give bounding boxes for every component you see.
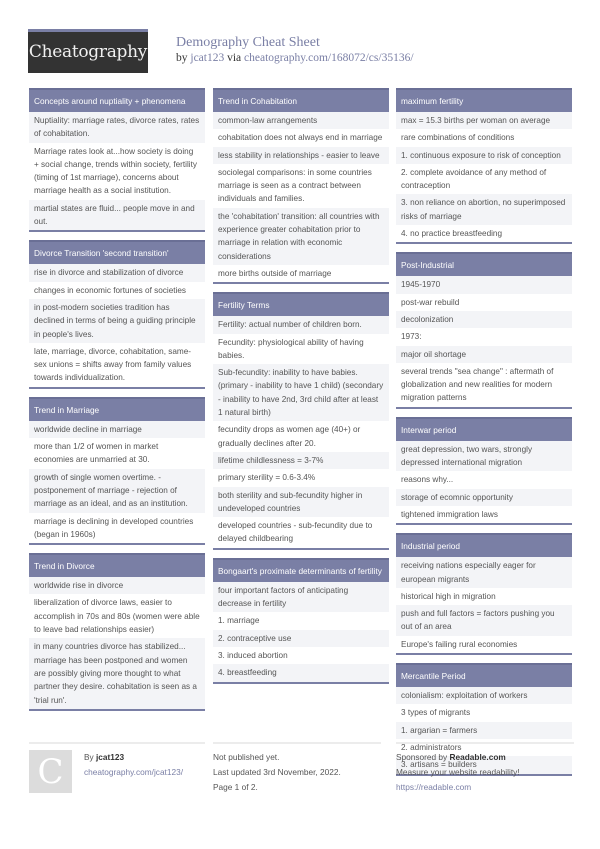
cheat-section bbox=[213, 558, 389, 684]
page-title: Demography Cheat Sheet bbox=[176, 35, 320, 50]
section-row: receiving nations especially eager for european migrants bbox=[396, 557, 572, 588]
cheat-section bbox=[213, 88, 389, 284]
section-title: Concepts around nuptiality + phenomena bbox=[29, 88, 205, 112]
section-row: more births outside of marriage bbox=[213, 265, 389, 282]
section-row: Europe's failing rural economies bbox=[396, 636, 572, 653]
section-title: Industrial period bbox=[396, 533, 572, 557]
avatar: C bbox=[29, 750, 72, 793]
section-row: 2. contraceptive use bbox=[213, 630, 389, 647]
cheat-section bbox=[213, 292, 389, 549]
section-row: late, marriage, divorce, cohabitation, same-sex unions = shifts away from family values towards individualization. bbox=[29, 343, 205, 387]
sheet-url-link[interactable]: cheatography.com/168072/cs/35136/ bbox=[244, 52, 414, 64]
section-title: Interwar period bbox=[396, 417, 572, 441]
cheat-section bbox=[29, 553, 205, 711]
title-block bbox=[176, 35, 414, 65]
section-row: Nuptiality: marriage rates, divorce rates, rates of cohabitation. bbox=[29, 112, 205, 143]
section-row: liberalization of divorce laws, easier to accomplish in 70s and 80s (women were able to leave bad relationships easier) bbox=[29, 594, 205, 638]
section-row: max = 15.3 births per woman on average bbox=[396, 112, 572, 129]
section-row: Fecundity: physiological ability of having babies. bbox=[213, 334, 389, 365]
cheat-section bbox=[396, 252, 572, 408]
section-title: Trend in Cohabitation bbox=[213, 88, 389, 112]
footer-author bbox=[29, 742, 205, 792]
section-row: 4. no practice breastfeeding bbox=[396, 225, 572, 242]
section-row: more than 1/2 of women in market economies are unmarried at 30. bbox=[29, 438, 205, 469]
section-title: Trend in Divorce bbox=[29, 553, 205, 577]
section-title: Bongaart's proximate determinants of fertility bbox=[213, 558, 389, 582]
byline bbox=[176, 51, 414, 65]
sponsor-name: Readable.com bbox=[449, 752, 506, 762]
section-row: Marriage rates look at...how society is doing + social change, trends within society, fertility (timing of 1st marriage), concerns about marriage health as a social institution. bbox=[29, 143, 205, 200]
footer-author-name: jcat123 bbox=[96, 752, 125, 762]
section-title: Trend in Marriage bbox=[29, 397, 205, 421]
section-row: 1. continuous exposure to risk of conception bbox=[396, 147, 572, 164]
cheat-section bbox=[29, 397, 205, 545]
logo-text: Cheatography bbox=[28, 42, 148, 62]
section-title: Mercantile Period bbox=[396, 663, 572, 687]
section-row: less stability in relationships - easier to leave bbox=[213, 147, 389, 164]
footer-status bbox=[213, 742, 381, 795]
section-row: growth of single women overtime. - postponement of marriage - rejection of marriage as an ideal, and as an institution. bbox=[29, 469, 205, 513]
column-2 bbox=[213, 88, 389, 692]
section-row: 3. artisans = builders bbox=[396, 756, 572, 773]
section-row: changes in economic fortunes of societies bbox=[29, 282, 205, 299]
section-row: 3 types of migrants bbox=[396, 704, 572, 721]
section-title: Post-Industrial bbox=[396, 252, 572, 276]
footer-sponsor bbox=[396, 742, 574, 795]
section-row: storage of ecomnic opportunity bbox=[396, 489, 572, 506]
section-title: Fertility Terms bbox=[213, 292, 389, 316]
section-title: maximum fertility bbox=[396, 88, 572, 112]
section-row: in post-modern societies tradition has declined in terms of being a guiding principle in people's lives. bbox=[29, 299, 205, 343]
author-profile-link[interactable]: cheatography.com/jcat123/ bbox=[84, 767, 184, 777]
cheatography-logo[interactable] bbox=[28, 29, 148, 73]
section-row: marriage is declining in developed countries (began in 1960s) bbox=[29, 513, 205, 544]
section-row: 1945-1970 bbox=[396, 276, 572, 293]
section-row: 1. argarian = farmers bbox=[396, 722, 572, 739]
section-row: Fertility: actual number of children born. bbox=[213, 316, 389, 333]
section-row: 3. induced abortion bbox=[213, 647, 389, 664]
sponsor-link[interactable]: https://readable.com bbox=[396, 782, 472, 792]
by-label: by bbox=[176, 52, 188, 64]
section-row: sociolegal comparisons: in some countries marriage is seen as a contract between individuals and families. bbox=[213, 164, 389, 208]
column-3 bbox=[396, 88, 572, 784]
last-updated: Last updated 3rd November, 2022. bbox=[213, 767, 341, 777]
section-row: lifetime childlessness = 3-7% bbox=[213, 452, 389, 469]
section-row: worldwide rise in divorce bbox=[29, 577, 205, 594]
sponsor-label: Sponsored by bbox=[396, 752, 448, 762]
section-row: reasons why... bbox=[396, 471, 572, 488]
section-title: Divorce Transition 'second transition' bbox=[29, 240, 205, 264]
sponsor-tagline: Measure your website readability! bbox=[396, 767, 520, 777]
cheat-section bbox=[29, 240, 205, 388]
section-row: in many countries divorce has stabilized... marriage has been postponed and women are possibly giving more thought to what partner they desire. cohabitation is seen as a 'trial run'. bbox=[29, 638, 205, 708]
section-row: post-war rebuild bbox=[396, 294, 572, 311]
section-row: rare combinations of conditions bbox=[396, 129, 572, 146]
section-row: primary sterility = 0.6-3.4% bbox=[213, 469, 389, 486]
section-row: 3. non reliance on abortion, no superimposed risks of marriage bbox=[396, 194, 572, 225]
column-1 bbox=[29, 88, 205, 719]
section-row: common-law arrangements bbox=[213, 112, 389, 129]
cheat-section bbox=[29, 88, 205, 232]
section-row: martial states are fluid... people move in and out. bbox=[29, 200, 205, 231]
section-row: fecundity drops as women age (40+) or gradually declines after 20. bbox=[213, 421, 389, 452]
cheat-section bbox=[396, 533, 572, 655]
section-row: rise in divorce and stabilization of divorce bbox=[29, 264, 205, 281]
section-row: 2. administrators bbox=[396, 739, 572, 756]
section-row: four important factors of anticipating decrease in fertility bbox=[213, 582, 389, 613]
section-row: historical high in migration bbox=[396, 588, 572, 605]
section-row: 4. breastfeeding bbox=[213, 664, 389, 681]
section-row: great depression, two wars, strongly depressed international migration bbox=[396, 441, 572, 472]
section-row: 1973: bbox=[396, 328, 572, 345]
section-row: several trends "sea change" : aftermath of globalization and new realities for modern migration patterns bbox=[396, 363, 572, 407]
section-row: worldwide decline in marriage bbox=[29, 421, 205, 438]
cheat-section bbox=[396, 417, 572, 525]
section-row: major oil shortage bbox=[396, 346, 572, 363]
section-row: push and full factors = factors pushing you out of an area bbox=[396, 605, 572, 636]
section-row: cohabitation does not always end in marriage bbox=[213, 129, 389, 146]
page-number: Page 1 of 2. bbox=[213, 782, 258, 792]
section-row: the 'cohabitation' transition: all countries with experience greater cohabitation prior to marriage in relation with economic considerations bbox=[213, 208, 389, 265]
section-row: 2. complete avoidance of any method of contraception bbox=[396, 164, 572, 195]
section-row: both sterility and sub-fecundity higher in undeveloped countries bbox=[213, 487, 389, 518]
section-row: Sub-fecundity: inability to have babies. (primary - inability to have 1 child) (secondary - inability to have 2nd, 3rd child after at least 1 natural birth) bbox=[213, 364, 389, 421]
page-header bbox=[28, 29, 588, 74]
via-label: via bbox=[227, 52, 242, 64]
by-label: By bbox=[84, 752, 94, 762]
section-row: colonialism: exploitation of workers bbox=[396, 687, 572, 704]
cheat-section bbox=[396, 88, 572, 244]
section-row: 1. marriage bbox=[213, 612, 389, 629]
author-link[interactable]: jcat123 bbox=[190, 52, 225, 64]
section-row: tightened immigration laws bbox=[396, 506, 572, 523]
section-row: developed countries - sub-fecundity due to delayed childbearing bbox=[213, 517, 389, 548]
section-row: decolonization bbox=[396, 311, 572, 328]
publish-status: Not published yet. bbox=[213, 752, 280, 762]
